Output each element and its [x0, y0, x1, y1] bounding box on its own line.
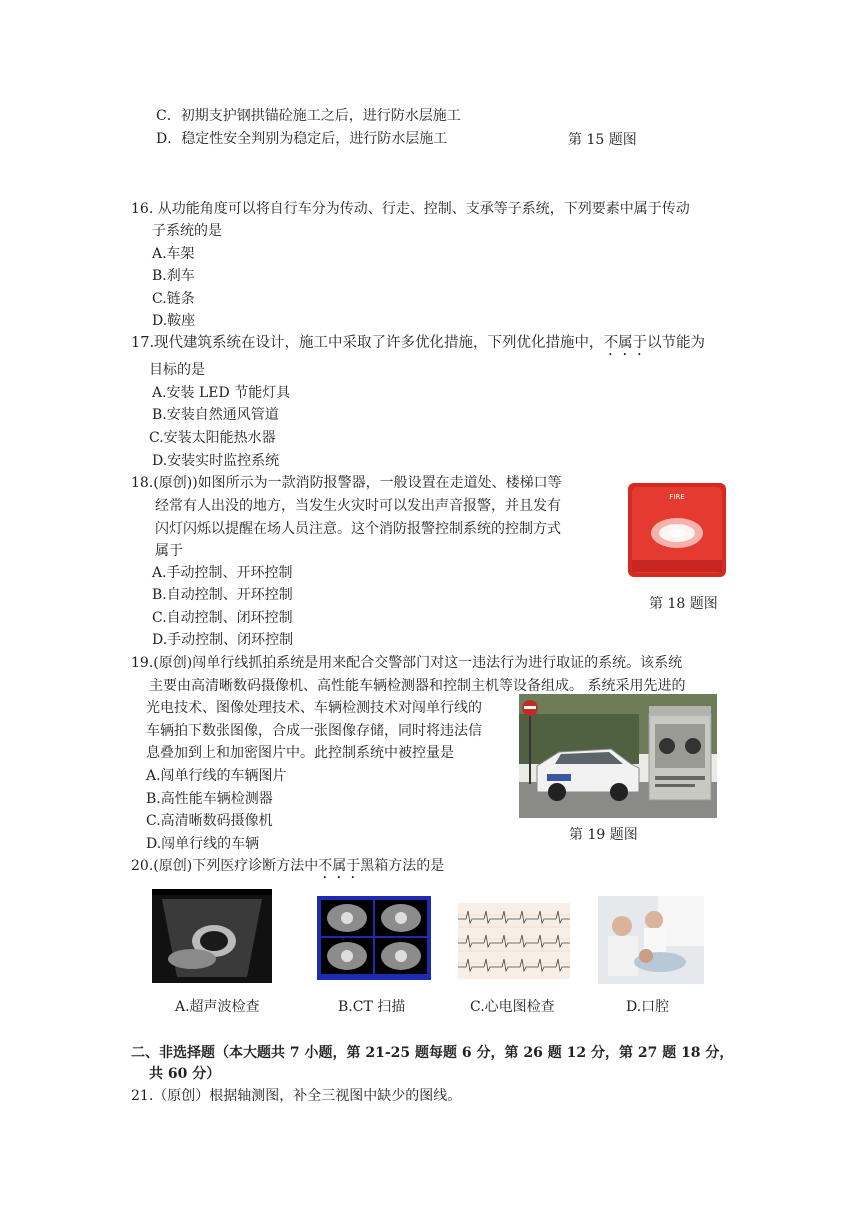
- q17-emphasis: 不属于: [603, 335, 648, 351]
- q16-option-c: C.链条: [152, 291, 195, 307]
- q17-stem-pre: 17.现代建筑系统在设计，施工中采取了许多优化措施，下列优化措施中，: [131, 335, 604, 351]
- q21-stem: 21.（原创）根据轴测图，补全三视图中缺少的图线。: [131, 1088, 462, 1104]
- q16-option-b: B.刹车: [152, 268, 195, 284]
- ct-scan-image: [317, 896, 431, 980]
- q19-option-a: A.闯单行线的车辆图片: [146, 768, 287, 784]
- q18-caption: 第 18 题图: [649, 596, 718, 612]
- q16-stem-line1: 16. 从功能角度可以将自行车分为传动、行走、控制、支承等子系统，下列要素中属于传动: [131, 201, 690, 217]
- q16-option-d: D.鞍座: [152, 313, 196, 329]
- q20-stem-post: 黑箱方法的是: [360, 858, 445, 874]
- q18-stem-line4: 属于: [155, 543, 183, 559]
- q20-label-a: A.超声波检查: [175, 999, 260, 1015]
- q20-stem: [131, 856, 444, 882]
- q17-stem-post: 以节能为: [647, 335, 706, 351]
- q20-label-c: C.心电图检查: [470, 999, 555, 1015]
- section2-heading-line1: 二、非选择题（本大题共 7 小题，第 21-25 题每题 6 分，第 26 题 12 分，第 27 题 18 分，: [131, 1045, 734, 1061]
- q19-stem-line3: 光电技术、图像处理技术、车辆检测技术对闯单行线的: [146, 700, 482, 716]
- q15-option-c: C．初期支护钢拱锚砼施工之后，进行防水层施工: [156, 108, 461, 124]
- q19-stem-line4: 车辆拍下数张图像，合成一张图像存储，同时将违法信: [146, 723, 482, 739]
- q15-option-d: D．稳定性安全判别为稳定后，进行防水层施工: [156, 131, 448, 147]
- q16-option-a: A.车架: [152, 246, 195, 262]
- q19-stem-line1: 19.(原创)闯单行线抓拍系统是用来配合交警部门对这一违法行为进行取证的系统。该系统: [131, 655, 683, 671]
- q18-stem-line3: 闪灯闪烁以提醒在场人员注意。这个消防报警控制系统的控制方式: [155, 521, 561, 537]
- q19-option-b: B.高性能车辆检测器: [146, 791, 273, 807]
- traffic-camera-image: [519, 694, 717, 818]
- dental-image: [598, 896, 704, 984]
- ecg-image: [458, 903, 570, 979]
- q19-option-d: D.闯单行线的车辆: [146, 836, 260, 852]
- q17-option-b: B.安装自然通风管道: [152, 407, 279, 423]
- section2-heading-line2: 共 60 分）: [149, 1066, 221, 1082]
- q20-stem-pre: 20.(原创)下列医疗诊断方法中: [131, 858, 319, 874]
- q18-option-a: A.手动控制、开环控制: [152, 565, 293, 581]
- q15-caption: 第 15 题图: [568, 132, 637, 148]
- q18-stem-line2: 经常有人出没的地方，当发生火灾时可以发出声音报警，并且发有: [155, 498, 561, 514]
- fire-alarm-image: [626, 480, 728, 580]
- q19-stem-line2: 主要由高清晰数码摄像机、高性能车辆检测器和控制主机等设备组成。 系统采用先进的: [149, 678, 686, 694]
- q16-stem-line2: 子系统的是: [152, 223, 222, 239]
- q19-caption: 第 19 题图: [569, 827, 638, 843]
- q20-label-d: D.口腔: [626, 999, 670, 1015]
- q20-label-b: B.CT 扫描: [338, 999, 406, 1015]
- q17-option-d: D.安装实时监控系统: [152, 453, 280, 469]
- q18-option-b: B.自动控制、开环控制: [152, 587, 293, 603]
- q20-emphasis: 不属于: [318, 858, 361, 874]
- q17-option-a: A.安装 LED 节能灯具: [152, 385, 291, 401]
- q17-stem-line2: 目标的是: [149, 362, 205, 378]
- fire-label: FIRE: [669, 493, 685, 501]
- q19-option-c: C.高清晰数码摄像机: [146, 813, 273, 829]
- ultrasound-image: [152, 889, 272, 983]
- q18-option-d: D.手动控制、闭环控制: [152, 632, 294, 648]
- q18-option-c: C.自动控制、闭环控制: [152, 610, 293, 626]
- q19-stem-line5: 息叠加到上和加密图片中。此控制系统中被控量是: [146, 745, 454, 761]
- q17-option-c: C.安装太阳能热水器: [149, 430, 276, 446]
- q18-stem-line1: 18.(原创))如图所示为一款消防报警器，一般设置在走道处、楼梯口等: [131, 475, 562, 491]
- q17-stem-line1: [131, 333, 705, 359]
